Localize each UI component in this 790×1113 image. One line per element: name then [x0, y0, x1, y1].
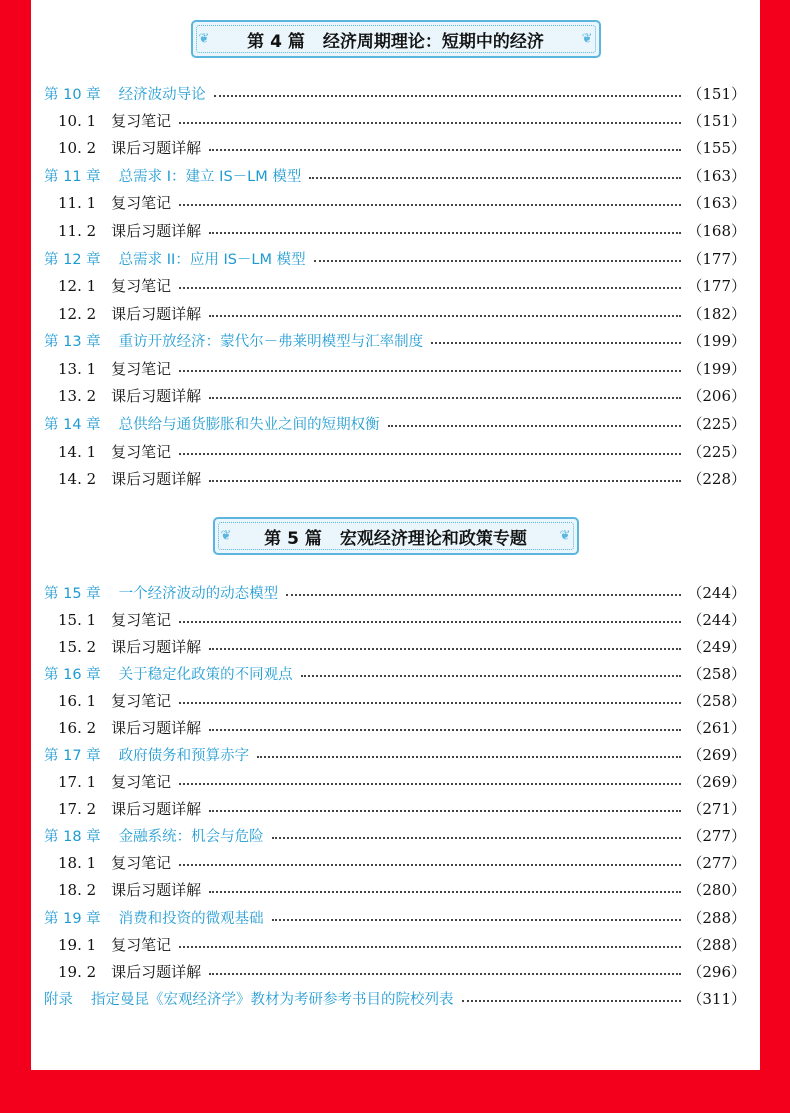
dot-leader	[179, 621, 681, 623]
chapter-number: 第 17 章	[44, 748, 101, 764]
section-number: 10. 1	[58, 111, 97, 130]
dot-leader	[179, 122, 681, 124]
page-number: （163）	[687, 167, 746, 185]
page-number: （249）	[687, 638, 746, 656]
dot-leader	[286, 594, 681, 596]
section-title: 复习笔记	[111, 277, 172, 295]
chapter-number: 第 12 章	[44, 252, 101, 268]
chapter-title: 关于稳定化政策的不同观点	[118, 667, 293, 683]
page-number: （277）	[687, 854, 746, 872]
appendix-title: 指定曼昆《宏观经济学》教材为考研参考书目的院校列表	[91, 992, 454, 1008]
section-number: 14. 2	[58, 469, 97, 488]
section-number: 18. 2	[58, 880, 97, 899]
dot-leader	[209, 149, 681, 151]
toc-chapter-row[interactable]	[44, 904, 746, 931]
dot-leader	[272, 919, 682, 921]
chapter-title: 金融系统：机会与危险	[118, 829, 264, 845]
toc-section-row[interactable]	[58, 606, 746, 633]
page-number: （258）	[687, 692, 746, 710]
part-banner	[213, 517, 579, 555]
toc-section-row[interactable]	[58, 633, 746, 660]
toc-chapter-row[interactable]	[44, 162, 746, 189]
toc-chapter-row[interactable]	[44, 660, 746, 687]
toc-section-row[interactable]	[58, 931, 746, 958]
dot-leader	[209, 810, 681, 812]
page-number: （280）	[687, 881, 746, 899]
ornament-icon: ❦	[198, 31, 210, 47]
toc-chapter-row[interactable]	[44, 741, 746, 768]
section-title: 课后习题详解	[111, 963, 202, 981]
page-number: （182）	[687, 305, 746, 323]
toc-chapter-row[interactable]	[44, 327, 746, 354]
toc-section-row[interactable]	[58, 382, 746, 409]
toc-section-row[interactable]	[58, 958, 746, 985]
section-number: 13. 2	[58, 386, 97, 405]
toc-section-row[interactable]	[58, 300, 746, 327]
dot-leader	[301, 675, 682, 677]
page-number: （155）	[687, 139, 746, 157]
dot-leader	[209, 729, 681, 731]
page-number: （177）	[687, 250, 746, 268]
toc-chapter-row[interactable]	[44, 822, 746, 849]
chapter-title: 总需求 II：应用 IS－LM 模型	[118, 252, 306, 268]
dot-leader	[179, 946, 681, 948]
dot-leader	[431, 342, 681, 344]
toc-section-row[interactable]	[58, 768, 746, 795]
section-title: 课后习题详解	[111, 719, 202, 737]
dot-leader	[462, 1000, 682, 1002]
page-number: （311）	[687, 990, 746, 1008]
chapter-title: 消费和投资的微观基础	[118, 911, 264, 927]
section-number: 18. 1	[58, 853, 97, 872]
page-number: （261）	[687, 719, 746, 737]
page-number: （151）	[687, 112, 746, 130]
section-number: 12. 2	[58, 304, 97, 323]
page-number: （228）	[687, 470, 746, 488]
section-number: 11. 1	[58, 193, 97, 212]
section-number: 12. 1	[58, 276, 97, 295]
chapter-number: 第 16 章	[44, 667, 101, 683]
toc-section-row[interactable]	[58, 107, 746, 134]
toc-appendix-row[interactable]	[44, 985, 746, 1012]
dot-leader	[309, 177, 681, 179]
section-title: 复习笔记	[111, 854, 172, 872]
toc-page	[31, 0, 760, 1070]
toc-chapter-row[interactable]	[44, 80, 746, 107]
section-number: 15. 2	[58, 637, 97, 656]
part-banner	[191, 20, 601, 58]
section-title: 复习笔记	[111, 773, 172, 791]
toc-section-row[interactable]	[58, 795, 746, 822]
chapter-number: 第 15 章	[44, 586, 101, 602]
toc-chapter-row[interactable]	[44, 245, 746, 272]
page-number: （271）	[687, 800, 746, 818]
page-number: （269）	[687, 773, 746, 791]
dot-leader	[257, 756, 681, 758]
page-number: （225）	[687, 415, 746, 433]
toc-section-row[interactable]	[58, 465, 746, 492]
page-number: （151）	[687, 85, 746, 103]
section-number: 16. 2	[58, 718, 97, 737]
dot-leader	[209, 891, 681, 893]
dot-leader	[272, 837, 682, 839]
toc-chapter-row[interactable]	[44, 410, 746, 437]
section-title: 复习笔记	[111, 194, 172, 212]
chapter-title: 一个经济波动的动态模型	[118, 586, 279, 602]
page-number: （163）	[687, 194, 746, 212]
chapter-title: 总供给与通货膨胀和失业之间的短期权衡	[118, 417, 380, 433]
section-number: 17. 1	[58, 772, 97, 791]
dot-leader	[179, 864, 681, 866]
chapter-number: 第 19 章	[44, 911, 101, 927]
part-title: 宏观经济理论和政策专题	[339, 528, 527, 549]
section-title: 课后习题详解	[111, 800, 202, 818]
page-number: （199）	[687, 360, 746, 378]
section-title: 复习笔记	[111, 443, 172, 461]
dot-leader	[209, 315, 681, 317]
dot-leader	[179, 702, 681, 704]
page-number: （296）	[687, 963, 746, 981]
part-title: 经济周期理论：短期中的经济	[322, 31, 544, 52]
dot-leader	[314, 260, 682, 262]
page-number: （177）	[687, 277, 746, 295]
toc-section-row[interactable]	[58, 272, 746, 299]
section-title: 课后习题详解	[111, 470, 202, 488]
ornament-icon: ❦	[220, 528, 232, 544]
page-number: （277）	[687, 827, 746, 845]
toc-section-row[interactable]	[58, 876, 746, 903]
page-number: （288）	[687, 909, 746, 927]
dot-leader	[388, 425, 682, 427]
section-number: 17. 2	[58, 799, 97, 818]
section-number: 14. 1	[58, 442, 97, 461]
dot-leader	[179, 453, 681, 455]
page-number: （206）	[687, 387, 746, 405]
chapter-number: 第 10 章	[44, 87, 101, 103]
dot-leader	[209, 397, 681, 399]
dot-leader	[179, 204, 681, 206]
dot-leader	[179, 783, 681, 785]
page-number: （225）	[687, 443, 746, 461]
ornament-icon: ❦	[581, 31, 593, 47]
chapter-number: 第 18 章	[44, 829, 101, 845]
toc-section-row[interactable]	[58, 134, 746, 161]
dot-leader	[209, 480, 681, 482]
chapter-title: 经济波动导论	[118, 87, 206, 103]
section-number: 19. 2	[58, 962, 97, 981]
section-title: 复习笔记	[111, 692, 172, 710]
toc-section-row[interactable]	[58, 438, 746, 465]
page-number: （199）	[687, 332, 746, 350]
toc-section-row[interactable]	[58, 687, 746, 714]
section-title: 复习笔记	[111, 936, 172, 954]
page-number: （269）	[687, 746, 746, 764]
chapter-title: 政府债务和预算赤字	[118, 748, 250, 764]
section-number: 11. 2	[58, 221, 97, 240]
toc-section-row[interactable]	[58, 217, 746, 244]
dot-leader	[179, 287, 681, 289]
page-number: （168）	[687, 222, 746, 240]
section-title: 课后习题详解	[111, 638, 202, 656]
section-title: 课后习题详解	[111, 222, 202, 240]
toc-chapter-row[interactable]	[44, 579, 746, 606]
toc-section-row[interactable]	[58, 714, 746, 741]
part-label: 第 4 篇	[247, 31, 305, 52]
section-title: 课后习题详解	[111, 305, 202, 323]
dot-leader	[209, 648, 681, 650]
dot-leader	[214, 95, 682, 97]
dot-leader	[209, 973, 681, 975]
chapter-title: 总需求 I：建立 IS－LM 模型	[118, 169, 302, 185]
ornament-icon: ❦	[559, 528, 571, 544]
chapter-number: 第 13 章	[44, 334, 101, 350]
toc-section-row[interactable]	[58, 849, 746, 876]
section-title: 复习笔记	[111, 112, 172, 130]
page-number: （244）	[687, 584, 746, 602]
section-title: 复习笔记	[111, 611, 172, 629]
page-number: （244）	[687, 611, 746, 629]
section-number: 10. 2	[58, 138, 97, 157]
page-number: （258）	[687, 665, 746, 683]
toc-section-row[interactable]	[58, 189, 746, 216]
section-title: 复习笔记	[111, 360, 172, 378]
chapter-number: 第 11 章	[44, 169, 101, 185]
section-number: 15. 1	[58, 610, 97, 629]
section-title: 课后习题详解	[111, 881, 202, 899]
dot-leader	[209, 232, 681, 234]
chapter-number: 第 14 章	[44, 417, 101, 433]
section-title: 课后习题详解	[111, 139, 202, 157]
section-number: 16. 1	[58, 691, 97, 710]
section-title: 课后习题详解	[111, 387, 202, 405]
part-label: 第 5 篇	[264, 528, 322, 549]
section-number: 13. 1	[58, 359, 97, 378]
section-number: 19. 1	[58, 935, 97, 954]
page-number: （288）	[687, 936, 746, 954]
dot-leader	[179, 370, 681, 372]
chapter-title: 重访开放经济：蒙代尔－弗莱明模型与汇率制度	[118, 334, 424, 350]
appendix-label: 附录	[44, 992, 73, 1008]
toc-section-row[interactable]	[58, 355, 746, 382]
